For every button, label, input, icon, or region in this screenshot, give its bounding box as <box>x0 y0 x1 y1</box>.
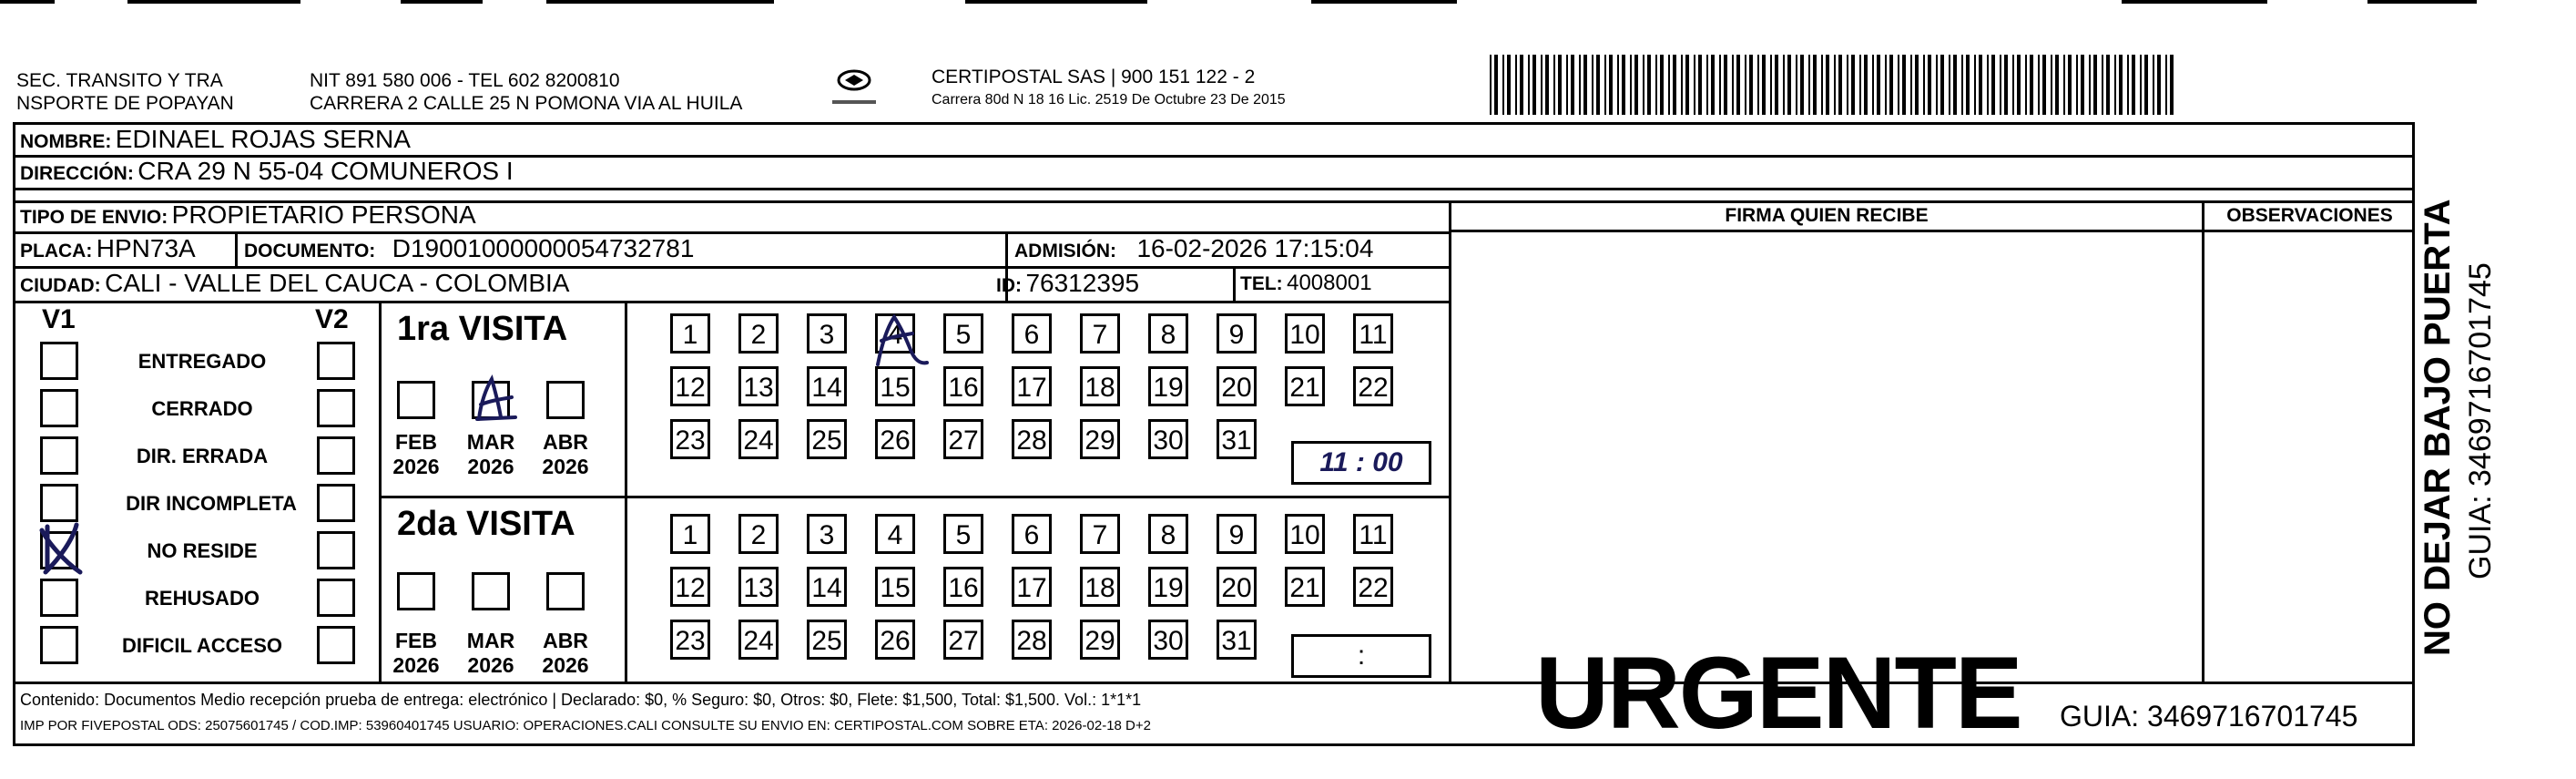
barcode-bar <box>1579 55 1581 115</box>
first-visit-time: 11 : 00 <box>1319 447 1403 477</box>
barcode-bar <box>1630 55 1632 115</box>
barcode-bar <box>1940 55 1944 115</box>
second-visit-day-23[interactable]: 23 <box>670 620 710 660</box>
first-visit-day-20[interactable]: 20 <box>1217 366 1257 406</box>
barcode-bar <box>2119 55 2123 115</box>
barcode-bar <box>1966 55 1970 115</box>
placa-row <box>20 234 196 268</box>
second-visit-day-29[interactable]: 29 <box>1080 620 1120 660</box>
barcode-bar <box>2144 55 2148 115</box>
second-month-mar-box[interactable] <box>472 572 510 610</box>
second-visit-day-10[interactable]: 10 <box>1285 514 1325 554</box>
sender-name: SEC. TRANSITO Y TRA NSPORTE DE POPAYAN <box>16 70 234 114</box>
barcode-bar <box>2170 55 2174 115</box>
barcode-bar <box>1885 55 1887 115</box>
reason-no-reside: NO RESIDE <box>147 539 258 562</box>
barcode-bar <box>1859 55 1861 115</box>
first-month-abr: ABR 2026 <box>542 430 589 478</box>
barcode-bar <box>1596 55 1600 115</box>
barcode-bar <box>1609 55 1613 115</box>
barcode-bar <box>1507 55 1511 115</box>
barcode-bar <box>2127 55 2129 115</box>
direccion-row <box>20 157 514 190</box>
second-visit-day-1[interactable]: 1 <box>670 514 710 554</box>
second-visit-day-3[interactable]: 3 <box>807 514 847 554</box>
courier-address: Carrera 80d N 18 16 Lic. 2519 De Octubre 23 De 2015 <box>932 92 1286 108</box>
second-visit-day-22[interactable]: 22 <box>1353 567 1393 607</box>
first-visit-day-6[interactable]: 6 <box>1012 313 1052 354</box>
barcode-bar <box>2038 55 2040 115</box>
placa-label: PLACA: <box>20 241 93 261</box>
v1-dir-incompleta-checkbox[interactable] <box>40 484 78 522</box>
barcode-bar <box>2063 55 2065 115</box>
first-visit-day-14[interactable]: 14 <box>807 366 847 406</box>
first-visit-day-29[interactable]: 29 <box>1080 419 1120 459</box>
first-visit-day-13[interactable]: 13 <box>738 366 779 406</box>
second-visit-day-8[interactable]: 8 <box>1148 514 1188 554</box>
second-visit-day-26[interactable]: 26 <box>875 620 915 660</box>
v2-rehusado-checkbox[interactable] <box>317 579 355 617</box>
first-visit-day-2[interactable]: 2 <box>738 313 779 354</box>
courier-name: CERTIPOSTAL SAS | 900 151 122 - 2 <box>932 67 1256 87</box>
urgente-stamp: URGENTE <box>1535 636 2021 750</box>
barcode-bar <box>1655 55 1657 115</box>
barcode-bar <box>1872 55 1874 115</box>
second-month-abr-box[interactable] <box>546 572 585 610</box>
second-visit-day-12[interactable]: 12 <box>670 567 710 607</box>
v2-dificil-acceso-checkbox[interactable] <box>317 626 355 664</box>
first-visit-day-16[interactable]: 16 <box>943 366 983 406</box>
barcode-bar <box>2114 55 2116 115</box>
firma-header: FIRMA QUIEN RECIBE <box>1725 205 1929 226</box>
v2-dir-incompleta-checkbox[interactable] <box>317 484 355 522</box>
barcode-bar <box>1736 55 1740 115</box>
barcode-bar <box>1553 55 1555 115</box>
first-visit-title: 1ra VISITA <box>397 310 568 348</box>
second-visit-day-27[interactable]: 27 <box>943 620 983 660</box>
barcode-bar <box>2093 55 2097 115</box>
barcode-bar <box>1770 55 1772 115</box>
reason-dificil-acceso: DIFICIL ACCESO <box>121 634 282 657</box>
first-visit-day-7[interactable]: 7 <box>1080 313 1120 354</box>
first-visit-day-11[interactable]: 11 <box>1353 313 1393 354</box>
v1-header: V1 <box>42 304 76 334</box>
v2-header: V2 <box>315 304 349 334</box>
barcode-bar <box>1813 55 1817 115</box>
sender-info: NIT 891 580 006 - TEL 602 8200810 CARRERA 2 CALLE 25 N POMONA VIA AL HUILA <box>310 70 743 114</box>
barcode-bar <box>1775 55 1778 115</box>
barcode-bar <box>1953 55 1957 115</box>
footer-guia: GUIA: 3469716701745 <box>2060 700 2358 733</box>
barcode-bar <box>2076 55 2078 115</box>
barcode-bar <box>1583 55 1587 115</box>
barcode-bar <box>1604 55 1606 115</box>
first-visit-day-18[interactable]: 18 <box>1080 366 1120 406</box>
v1-entregado-checkbox[interactable] <box>40 342 78 380</box>
second-visit-day-9[interactable]: 9 <box>1217 514 1257 554</box>
barcode-bar <box>2000 55 2001 115</box>
barcode-bar <box>1541 55 1543 115</box>
documento-value: D19001000000054732781 <box>392 234 695 262</box>
second-visit-day-18[interactable]: 18 <box>1080 567 1120 607</box>
barcode-bar <box>1928 55 1931 115</box>
barcode-bar <box>1910 55 1912 115</box>
v2-cerrado-checkbox[interactable] <box>317 389 355 427</box>
first-month-feb: FEB 2026 <box>392 430 440 478</box>
barcode-bar <box>1796 55 1797 115</box>
barcode-bar <box>1694 55 1695 115</box>
barcode-bar <box>1898 55 1899 115</box>
barcode-bar <box>2068 55 2072 115</box>
barcode-bar <box>1643 55 1644 115</box>
first-visit-day-4[interactable]: 4 <box>875 313 915 354</box>
barcode-bar <box>2012 55 2014 115</box>
barcode-bar <box>1915 55 1919 115</box>
second-visit-day-14[interactable]: 14 <box>807 567 847 607</box>
barcode-bar <box>1834 55 1836 115</box>
barcode-bar <box>1864 55 1868 115</box>
first-month-mar: MAR 2026 <box>466 430 515 478</box>
barcode-bar <box>2157 55 2161 115</box>
barcode-bar <box>2004 55 2008 115</box>
admision-value: 16-02-2026 17:15:04 <box>1136 234 1374 262</box>
observaciones-header: OBSERVACIONES <box>2226 205 2393 226</box>
reason-cerrado: CERRADO <box>151 397 253 420</box>
first-visit-day-9[interactable]: 9 <box>1217 313 1257 354</box>
barcode-bar <box>1749 55 1753 115</box>
footer-imp-line: IMP POR FIVEPOSTAL ODS: 25075601745 / COD.IMP: 53960401745 USUARIO: OPERACIONES.CALI CONSULTE SU ENVIO EN: CERTIPOSTAL.COM SOBRE ETA: 2026-02-18 D+2 <box>20 718 1151 733</box>
second-visit-day-19[interactable]: 19 <box>1148 567 1188 607</box>
tipo-row <box>20 200 476 234</box>
courier-logo <box>820 69 889 113</box>
second-visit-day-30[interactable]: 30 <box>1148 620 1188 660</box>
first-visit-day-3[interactable]: 3 <box>807 313 847 354</box>
first-visit-day-23[interactable]: 23 <box>670 419 710 459</box>
documento-row <box>244 234 694 268</box>
first-visit-day-12[interactable]: 12 <box>670 366 710 406</box>
barcode-bar <box>2055 55 2059 115</box>
first-visit-day-17[interactable]: 17 <box>1012 366 1052 406</box>
barcode-bar <box>1800 55 1804 115</box>
barcode-bar <box>1528 55 1530 115</box>
v2-entregado-checkbox[interactable] <box>317 342 355 380</box>
tel-label: TEL: <box>1240 273 1283 294</box>
barcode-bar <box>1571 55 1574 115</box>
first-visit-day-27[interactable]: 27 <box>943 419 983 459</box>
barcode-bar <box>2102 55 2103 115</box>
tipo-label: TIPO DE ENVIO: <box>20 207 168 228</box>
first-visit-day-8[interactable]: 8 <box>1148 313 1188 354</box>
v1-no-reside-checkbox[interactable] <box>40 531 78 569</box>
first-visit-day-30[interactable]: 30 <box>1148 419 1188 459</box>
barcode-bar <box>1987 55 1989 115</box>
barcode-bar <box>1961 55 1963 115</box>
first-month-abr-box[interactable] <box>546 381 585 419</box>
barcode-bar <box>2132 55 2135 115</box>
v1-dir-errada-checkbox[interactable] <box>40 436 78 475</box>
barcode-bar <box>1706 55 1708 115</box>
first-visit-day-26[interactable]: 26 <box>875 419 915 459</box>
barcode-bar <box>2153 55 2154 115</box>
direccion-label: DIRECCIÓN: <box>20 163 134 184</box>
barcode-bar <box>1877 55 1880 115</box>
nombre-value: EDINAEL ROJAS SERNA <box>115 125 411 153</box>
barcode-bar <box>1660 55 1664 115</box>
first-month-feb-box[interactable] <box>397 381 435 419</box>
second-month-feb: FEB 2026 <box>392 629 440 677</box>
barcode-bar <box>1698 55 1702 115</box>
ciudad-value: CALI - VALLE DEL CAUCA - COLOMBIA <box>105 269 570 297</box>
first-visit-day-1[interactable]: 1 <box>670 313 710 354</box>
barcode-bar <box>1979 55 1982 115</box>
first-visit-day-31[interactable]: 31 <box>1217 419 1257 459</box>
barcode-bar <box>1923 55 1925 115</box>
second-visit-day-4[interactable]: 4 <box>875 514 915 554</box>
second-visit-day-21[interactable]: 21 <box>1285 567 1325 607</box>
barcode-bar <box>1532 55 1536 115</box>
first-visit-day-5[interactable]: 5 <box>943 313 983 354</box>
first-visit-day-21[interactable]: 21 <box>1285 366 1325 406</box>
barcode-bar <box>1757 55 1759 115</box>
barcode-bar <box>1520 55 1523 115</box>
barcode-bar <box>1558 55 1562 115</box>
no-dejar-bajo-puerta: NO DEJAR BAJO PUERTA <box>2418 199 2458 656</box>
tel-value: 4008001 <box>1287 271 1372 295</box>
first-visit-day-24[interactable]: 24 <box>738 419 779 459</box>
v1-dificil-acceso-checkbox[interactable] <box>40 626 78 664</box>
admision-label: ADMISIÓN: <box>1014 241 1116 261</box>
barcode-bar <box>1592 55 1593 115</box>
nombre-label: NOMBRE: <box>20 131 112 152</box>
second-visit-day-13[interactable]: 13 <box>738 567 779 607</box>
barcode-bar <box>2081 55 2084 115</box>
barcode-bar <box>1617 55 1619 115</box>
id-row <box>996 269 1139 302</box>
second-visit-day-15[interactable]: 15 <box>875 567 915 607</box>
barcode-bar <box>1634 55 1638 115</box>
second-visit-day-28[interactable]: 28 <box>1012 620 1052 660</box>
reason-entregado: ENTREGADO <box>137 350 267 373</box>
barcode-bar <box>1991 55 1995 115</box>
barcode-bar <box>1668 55 1670 115</box>
first-visit-day-19[interactable]: 19 <box>1148 366 1188 406</box>
barcode-bar <box>1762 55 1766 115</box>
barcode-bar <box>1821 55 1823 115</box>
barcode-bar <box>1949 55 1950 115</box>
barcode-bar <box>1787 55 1791 115</box>
reason-dir-incompleta: DIR INCOMPLETA <box>126 492 297 515</box>
barcode-bar <box>2025 55 2027 115</box>
second-visit-day-20[interactable]: 20 <box>1217 567 1257 607</box>
ciudad-label: CIUDAD: <box>20 275 101 296</box>
barcode-bar <box>1719 55 1721 115</box>
ciudad-row <box>20 269 569 302</box>
barcode-bar <box>1889 55 1893 115</box>
second-visit-day-17[interactable]: 17 <box>1012 567 1052 607</box>
nombre-row <box>20 125 411 159</box>
barcode-bar <box>1494 55 1498 115</box>
barcode-bar <box>1902 55 1906 115</box>
second-visit-time-box[interactable] <box>1291 634 1431 678</box>
second-visit-day-6[interactable]: 6 <box>1012 514 1052 554</box>
second-visit-day-5[interactable]: 5 <box>943 514 983 554</box>
barcode-bar <box>1724 55 1727 115</box>
first-visit-day-22[interactable]: 22 <box>1353 366 1393 406</box>
barcode-bar <box>1851 55 1855 115</box>
barcode-bar <box>1545 55 1549 115</box>
barcode-bar <box>2165 55 2167 115</box>
tel-row <box>1240 269 1372 301</box>
first-visit-day-10[interactable]: 10 <box>1285 313 1325 354</box>
placa-value: HPN73A <box>96 234 196 262</box>
barcode-bar <box>1566 55 1568 115</box>
second-month-abr: ABR 2026 <box>542 629 589 677</box>
barcode-bar <box>1826 55 1829 115</box>
second-visit-title: 2da VISITA <box>397 505 575 543</box>
second-visit-day-11[interactable]: 11 <box>1353 514 1393 554</box>
second-visit-day-16[interactable]: 16 <box>943 567 983 607</box>
barcode-bar <box>2051 55 2052 115</box>
barcode-bar <box>2042 55 2046 115</box>
first-visit-day-28[interactable]: 28 <box>1012 419 1052 459</box>
footer-contents: Contenido: Documentos Medio recepción prueba de entrega: electrónico | Declarado: $0, % Seguro: $0, Otros: $0, Flete: $1,500, Total: $1,500. Vol.: 1*1*1 <box>20 691 1142 709</box>
v1-rehusado-checkbox[interactable] <box>40 579 78 617</box>
second-month-feb-box[interactable] <box>397 572 435 610</box>
first-visit-day-15[interactable]: 15 <box>875 366 915 406</box>
barcode-bar <box>1808 55 1810 115</box>
reason-dir-errada: DIR. ERRADA <box>136 445 269 467</box>
second-visit-day-31[interactable]: 31 <box>1217 620 1257 660</box>
second-visit-day-2[interactable]: 2 <box>738 514 779 554</box>
barcode-bar <box>2030 55 2033 115</box>
barcode-bar <box>1622 55 1625 115</box>
barcode-bar <box>1838 55 1842 115</box>
second-month-mar: MAR 2026 <box>466 629 515 677</box>
id-label: ID: <box>996 275 1022 296</box>
admision-row <box>1014 234 1373 268</box>
reason-rehusado: REHUSADO <box>145 587 260 610</box>
tipo-value: PROPIETARIO PERSONA <box>171 200 476 229</box>
barcode-bar <box>1936 55 1938 115</box>
barcode-bar <box>1490 55 1492 115</box>
barcode-bar <box>1647 55 1651 115</box>
second-visit-time: : <box>1357 641 1366 671</box>
barcode-bar <box>1711 55 1715 115</box>
barcode-bar <box>1673 55 1676 115</box>
barcode-bar <box>2017 55 2021 115</box>
barcode-bar <box>1732 55 1734 115</box>
barcode-bar <box>1745 55 1746 115</box>
barcode-bar <box>2106 55 2110 115</box>
barcode-bar <box>1502 55 1504 115</box>
barcode-bar <box>1685 55 1689 115</box>
v2-dir-errada-checkbox[interactable] <box>317 436 355 475</box>
first-visit-day-25[interactable]: 25 <box>807 419 847 459</box>
first-month-mar-box[interactable] <box>472 381 510 419</box>
barcode-bar <box>1783 55 1785 115</box>
barcode-bar <box>1681 55 1683 115</box>
second-visit-day-25[interactable]: 25 <box>807 620 847 660</box>
second-visit-day-24[interactable]: 24 <box>738 620 779 660</box>
id-value: 76312395 <box>1025 269 1140 297</box>
barcode-bar <box>1847 55 1848 115</box>
barcode-bar <box>1515 55 1517 115</box>
documento-label: DOCUMENTO: <box>244 241 376 261</box>
barcode-bar <box>2140 55 2142 115</box>
barcode <box>1488 55 2180 115</box>
barcode-bar <box>1974 55 1976 115</box>
barcode-bar <box>2089 55 2091 115</box>
side-guia: GUIA: 3469716701745 <box>2463 262 2498 579</box>
first-visit-time-box[interactable] <box>1291 441 1431 485</box>
v2-no-reside-checkbox[interactable] <box>317 531 355 569</box>
direccion-value: CRA 29 N 55-04 COMUNEROS I <box>137 157 514 185</box>
v1-cerrado-checkbox[interactable] <box>40 389 78 427</box>
second-visit-day-7[interactable]: 7 <box>1080 514 1120 554</box>
